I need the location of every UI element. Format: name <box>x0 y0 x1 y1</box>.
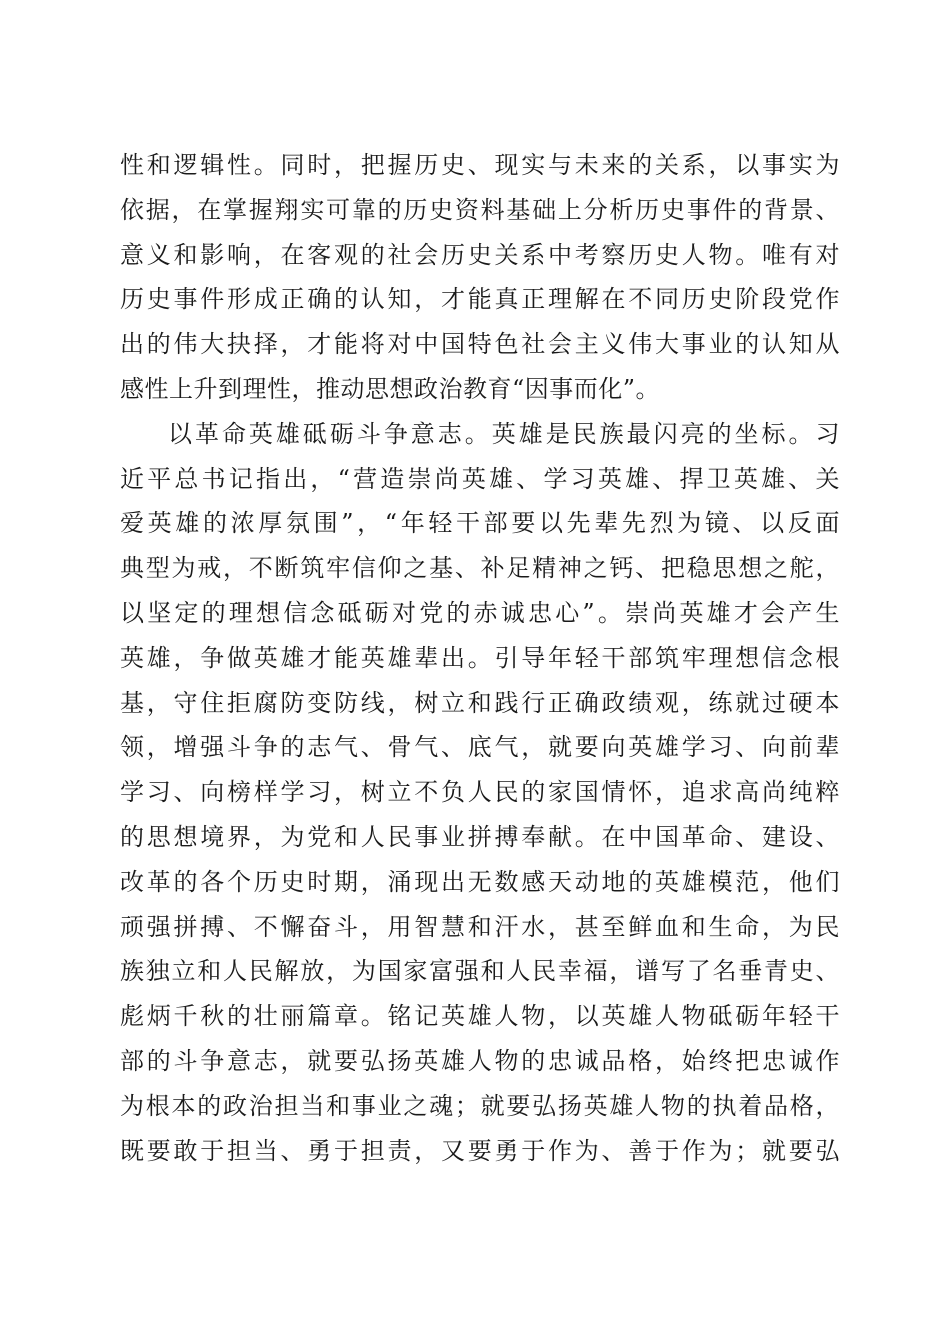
paragraph-end-line: 感性上升到理性，推动思想政治教育“因事而化”。 <box>120 374 661 403</box>
text-line: 改革的各个历史时期，涌现出无数感天动地的英雄模范，他们 <box>120 867 840 896</box>
text-line: 领，增强斗争的志气、骨气、底气，就要向英雄学习、向前辈 <box>120 733 840 762</box>
text-line: 历史事件形成正确的认知，才能真正理解在不同历史阶段党作 <box>120 285 840 314</box>
text-line: 依据，在掌握翔实可靠的历史资料基础上分析历史事件的背景、 <box>120 195 840 224</box>
paragraph-first-line: 以革命英雄砥砺斗争意志。英雄是民族最闪亮的坐标。习 <box>168 419 840 448</box>
text-line: 部的斗争意志，就要弘扬英雄人物的忠诚品格，始终把忠诚作 <box>120 1046 840 1075</box>
text-line: 顽强拼搏、不懈奋斗，用智慧和汗水，甚至鲜血和生命，为民 <box>120 912 840 941</box>
text-line: 既要敢于担当、勇于担责，又要勇于作为、善于作为；就要弘 <box>120 1136 840 1165</box>
text-line: 出的伟大抉择，才能将对中国特色社会主义伟大事业的认知从 <box>120 330 840 359</box>
text-line: 性和逻辑性。同时，把握历史、现实与未来的关系，以事实为 <box>120 151 840 179</box>
text-line: 族独立和人民解放，为国家富强和人民幸福，谱写了名垂青史、 <box>120 957 840 986</box>
text-line: 为根本的政治担当和事业之魂；就要弘扬英雄人物的执着品格， <box>120 1091 840 1120</box>
text-line: 近平总书记指出，“营造崇尚英雄、学习英雄、捍卫英雄、关 <box>120 464 840 493</box>
text-line: 典型为戒，不断筑牢信仰之基、补足精神之钙、把稳思想之舵， <box>120 554 840 583</box>
text-line: 的思想境界，为党和人民事业拼搏奉献。在中国革命、建设、 <box>120 822 840 851</box>
body-text <box>120 143 840 1173</box>
text-line: 意义和影响，在客观的社会历史关系中考察历史人物。唯有对 <box>120 240 840 269</box>
text-line: 学习、向榜样学习，树立不负人民的家国情怀，追求高尚纯粹 <box>120 778 840 807</box>
text-line: 彪炳千秋的壮丽篇章。铭记英雄人物，以英雄人物砥砺年轻干 <box>120 1002 840 1031</box>
text-line: 英雄，争做英雄才能英雄辈出。引导年轻干部筑牢理想信念根 <box>120 643 840 672</box>
text-line: 基，守住拒腐防变防线，树立和践行正确政绩观，练就过硬本 <box>120 688 840 717</box>
text-line: 以坚定的理想信念砥砺对党的赤诚忠心”。崇尚英雄才会产生 <box>120 598 840 627</box>
text-line: 爱英雄的浓厚氛围”，“年轻干部要以先辈先烈为镜、以反面 <box>120 509 840 538</box>
